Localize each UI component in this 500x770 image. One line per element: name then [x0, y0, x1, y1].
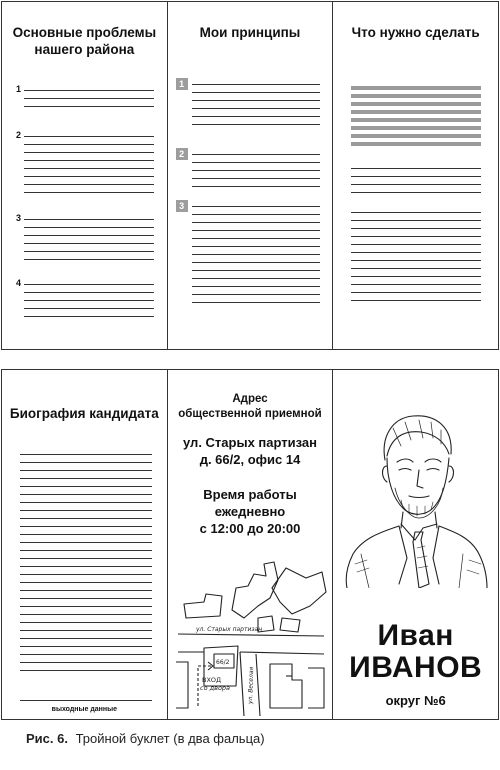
writing-rule [20, 646, 152, 647]
writing-rule [351, 220, 481, 221]
writing-rule [192, 154, 320, 155]
writing-rule [20, 510, 152, 511]
panel-title-todo: Что нужно сделать [351, 25, 480, 40]
district-label: округ №6 [385, 693, 446, 708]
writing-rule [24, 308, 154, 309]
writing-rule [24, 219, 154, 220]
booklet-inside-sheet [1, 1, 499, 350]
writing-rule [192, 302, 320, 303]
highlight-rule [351, 86, 481, 90]
writing-rule [20, 454, 152, 455]
writing-rule [20, 534, 152, 535]
map-house-label: 66/2 [215, 659, 230, 666]
writing-rule [192, 262, 320, 263]
writing-rule [192, 270, 320, 271]
writing-rule [20, 518, 152, 519]
working-hours: Время работы ежедневно с 12:00 до 20:00 [199, 487, 301, 536]
candidate-portrait [341, 408, 491, 588]
writing-rule [20, 494, 152, 495]
address-text: ул. Старых партизан д. 66/2, офис 14 [183, 435, 317, 467]
highlight-rule [351, 94, 481, 98]
writing-rule [20, 558, 152, 559]
writing-rule [24, 152, 154, 153]
writing-rule [20, 700, 152, 701]
writing-rule [351, 176, 481, 177]
panel-title-biography: Биография кандидата [9, 406, 159, 421]
writing-rule [20, 590, 152, 591]
highlight-rule [351, 142, 481, 146]
writing-rule [24, 243, 154, 244]
writing-rule [20, 502, 152, 503]
writing-rule [24, 235, 154, 236]
candidate-last-name: ИВАНОВ [349, 651, 483, 684]
writing-rule [192, 100, 320, 101]
panel-principles [167, 2, 333, 349]
writing-rule [20, 550, 152, 551]
writing-rule [20, 566, 152, 567]
highlight-rule [351, 110, 481, 114]
writing-rule [24, 227, 154, 228]
writing-rule [24, 144, 154, 145]
writing-rule [24, 184, 154, 185]
map-entrance-label-2: со двора [199, 684, 230, 692]
writing-rule [351, 184, 481, 185]
writing-rule [351, 300, 481, 301]
writing-rule [192, 92, 320, 93]
writing-rule [20, 614, 152, 615]
principle-number-1: 1 [176, 78, 188, 90]
writing-rule [20, 654, 152, 655]
writing-rule [24, 251, 154, 252]
writing-rule [20, 598, 152, 599]
writing-rule [24, 168, 154, 169]
writing-rule [24, 90, 154, 91]
writing-rule [192, 108, 320, 109]
imprint-label: выходные данные [51, 706, 117, 713]
writing-rule [192, 84, 320, 85]
item-number-4: 4 [16, 278, 22, 288]
panel-cover [332, 370, 498, 719]
candidate-first-name: Иван [377, 619, 454, 652]
writing-rule [24, 300, 154, 301]
writing-rule [351, 168, 481, 169]
figure-number: Рис. 6. [26, 731, 68, 746]
writing-rule [351, 212, 481, 213]
writing-rule [351, 192, 481, 193]
writing-rule [192, 162, 320, 163]
figure-title: Тройной буклет (в два фальца) [75, 731, 265, 746]
writing-rule [351, 292, 481, 293]
writing-rule [24, 259, 154, 260]
map-street-label-main: ул. Старых партизан [195, 626, 262, 633]
writing-rule [192, 170, 320, 171]
map-street-label-side: ул. Веселая [246, 666, 255, 705]
highlight-rule [351, 134, 481, 138]
writing-rule [192, 124, 320, 125]
writing-rule [192, 116, 320, 117]
location-map [174, 558, 328, 718]
writing-rule [192, 206, 320, 207]
writing-rule [20, 622, 152, 623]
writing-rule [24, 292, 154, 293]
writing-rule [192, 294, 320, 295]
writing-rule [351, 284, 481, 285]
writing-rule [20, 582, 152, 583]
writing-rule [351, 252, 481, 253]
writing-rule [20, 526, 152, 527]
booklet-outside-sheet [1, 369, 499, 720]
writing-rule [192, 178, 320, 179]
writing-rule [24, 98, 154, 99]
writing-rule [192, 186, 320, 187]
writing-rule [20, 662, 152, 663]
writing-rule [24, 192, 154, 193]
writing-rule [351, 244, 481, 245]
writing-rule [24, 106, 154, 107]
writing-rule [24, 316, 154, 317]
map-entrance-label-1: ВХОД [201, 676, 221, 684]
writing-rule [20, 470, 152, 471]
writing-rule [192, 238, 320, 239]
writing-rule [192, 214, 320, 215]
panel-todo [332, 2, 498, 349]
writing-rule [20, 670, 152, 671]
writing-rule [20, 486, 152, 487]
item-number-3: 3 [16, 213, 22, 223]
writing-rule [20, 630, 152, 631]
item-number-2: 2 [16, 130, 22, 140]
figure-caption [26, 731, 265, 746]
writing-rule [192, 230, 320, 231]
writing-rule [20, 542, 152, 543]
writing-rule [192, 246, 320, 247]
writing-rule [192, 286, 320, 287]
writing-rule [24, 136, 154, 137]
writing-rule [20, 574, 152, 575]
principle-number-2: 2 [176, 148, 188, 160]
writing-rule [24, 160, 154, 161]
writing-rule [192, 254, 320, 255]
highlight-rule [351, 126, 481, 130]
writing-rule [192, 278, 320, 279]
writing-rule [20, 478, 152, 479]
writing-rule [351, 276, 481, 277]
writing-rule [351, 260, 481, 261]
writing-rule [20, 462, 152, 463]
highlight-rule [351, 102, 481, 106]
writing-rule [192, 222, 320, 223]
principle-number-3: 3 [176, 200, 188, 212]
writing-rule [20, 606, 152, 607]
item-number-1: 1 [16, 84, 22, 94]
panel-problems [2, 2, 167, 349]
writing-rule [351, 236, 481, 237]
writing-rule [24, 176, 154, 177]
panel-contacts [167, 370, 333, 719]
panel-title-principles: Мои принципы [199, 25, 301, 40]
writing-rule [351, 268, 481, 269]
writing-rule [351, 228, 481, 229]
panel-biography [2, 370, 167, 719]
writing-rule [24, 284, 154, 285]
address-heading: Адрес общественной приемной [178, 393, 322, 420]
panel-title-problems: Основные проблемы нашего района [12, 25, 157, 57]
writing-rule [20, 638, 152, 639]
highlight-rule [351, 118, 481, 122]
